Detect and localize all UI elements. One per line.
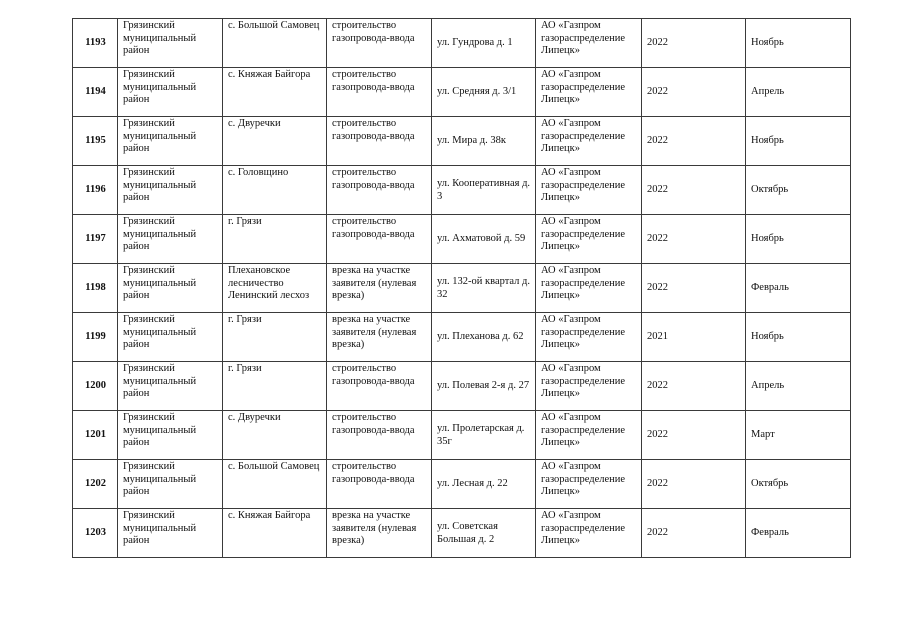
table-row bbox=[73, 68, 851, 117]
cell-month: Февраль bbox=[746, 509, 851, 558]
cell-address: ул. Кооперативная д. 3 bbox=[432, 166, 536, 215]
cell-locality: с. Княжая Байгора bbox=[223, 509, 327, 558]
cell-locality: с. Большой Самовец bbox=[223, 460, 327, 509]
cell-organization: АО «Газпром газораспределение Липецк» bbox=[536, 264, 642, 313]
cell-work-type: врезка на участке заявителя (нулевая врезка) bbox=[327, 313, 432, 362]
cell-number: 1201 bbox=[73, 411, 118, 460]
cell-month: Октябрь bbox=[746, 166, 851, 215]
cell-district: Грязинский муниципальный район bbox=[118, 215, 223, 264]
cell-address: ул. Пролетарская д. 35г bbox=[432, 411, 536, 460]
cell-district: Грязинский муниципальный район bbox=[118, 166, 223, 215]
cell-organization: АО «Газпром газораспределение Липецк» bbox=[536, 313, 642, 362]
cell-locality: с. Княжая Байгора bbox=[223, 68, 327, 117]
cell-address: ул. Средняя д. 3/1 bbox=[432, 68, 536, 117]
cell-year: 2022 bbox=[642, 411, 746, 460]
cell-month: Октябрь bbox=[746, 460, 851, 509]
cell-number: 1202 bbox=[73, 460, 118, 509]
cell-year: 2022 bbox=[642, 362, 746, 411]
cell-district: Грязинский муниципальный район bbox=[118, 460, 223, 509]
cell-organization: АО «Газпром газораспределение Липецк» bbox=[536, 460, 642, 509]
cell-number: 1195 bbox=[73, 117, 118, 166]
cell-work-type: строительство газопровода-ввода bbox=[327, 215, 432, 264]
table-row bbox=[73, 411, 851, 460]
cell-year: 2022 bbox=[642, 166, 746, 215]
cell-year: 2022 bbox=[642, 215, 746, 264]
cell-organization: АО «Газпром газораспределение Липецк» bbox=[536, 215, 642, 264]
cell-locality: с. Двуречки bbox=[223, 117, 327, 166]
cell-work-type: строительство газопровода-ввода bbox=[327, 166, 432, 215]
cell-district: Грязинский муниципальный район bbox=[118, 509, 223, 558]
cell-year: 2022 bbox=[642, 19, 746, 68]
cell-organization: АО «Газпром газораспределение Липецк» bbox=[536, 117, 642, 166]
cell-year: 2021 bbox=[642, 313, 746, 362]
cell-work-type: строительство газопровода-ввода bbox=[327, 460, 432, 509]
cell-address: ул. Плеханова д. 62 bbox=[432, 313, 536, 362]
table-row bbox=[73, 264, 851, 313]
cell-number: 1194 bbox=[73, 68, 118, 117]
cell-district: Грязинский муниципальный район bbox=[118, 68, 223, 117]
cell-address: ул. Мира д. 38к bbox=[432, 117, 536, 166]
cell-locality: Плехановское лесничество Ленинский лесхоз bbox=[223, 264, 327, 313]
cell-organization: АО «Газпром газораспределение Липецк» bbox=[536, 166, 642, 215]
cell-district: Грязинский муниципальный район bbox=[118, 264, 223, 313]
cell-district: Грязинский муниципальный район bbox=[118, 19, 223, 68]
cell-locality: г. Грязи bbox=[223, 313, 327, 362]
cell-year: 2022 bbox=[642, 264, 746, 313]
table-row bbox=[73, 117, 851, 166]
cell-number: 1199 bbox=[73, 313, 118, 362]
cell-address: ул. Советская Большая д. 2 bbox=[432, 509, 536, 558]
cell-number: 1197 bbox=[73, 215, 118, 264]
cell-number: 1196 bbox=[73, 166, 118, 215]
cell-district: Грязинский муниципальный район bbox=[118, 117, 223, 166]
cell-locality: с. Головщино bbox=[223, 166, 327, 215]
cell-month: Март bbox=[746, 411, 851, 460]
table-row bbox=[73, 460, 851, 509]
cell-work-type: строительство газопровода-ввода bbox=[327, 68, 432, 117]
table-row bbox=[73, 362, 851, 411]
cell-work-type: строительство газопровода-ввода bbox=[327, 411, 432, 460]
cell-year: 2022 bbox=[642, 509, 746, 558]
cell-work-type: врезка на участке заявителя (нулевая врезка) bbox=[327, 509, 432, 558]
cell-address: ул. Ахматовой д. 59 bbox=[432, 215, 536, 264]
cell-month: Апрель bbox=[746, 362, 851, 411]
cell-address: ул. Гундрова д. 1 bbox=[432, 19, 536, 68]
cell-locality: г. Грязи bbox=[223, 215, 327, 264]
table-row bbox=[73, 166, 851, 215]
cell-address: ул. Лесная д. 22 bbox=[432, 460, 536, 509]
cell-number: 1200 bbox=[73, 362, 118, 411]
table-row bbox=[73, 19, 851, 68]
cell-number: 1198 bbox=[73, 264, 118, 313]
cell-organization: АО «Газпром газораспределение Липецк» bbox=[536, 362, 642, 411]
cell-work-type: врезка на участке заявителя (нулевая врезка) bbox=[327, 264, 432, 313]
table-body bbox=[73, 19, 851, 558]
cell-locality: с. Двуречки bbox=[223, 411, 327, 460]
cell-address: ул. Полевая 2-я д. 27 bbox=[432, 362, 536, 411]
cell-district: Грязинский муниципальный район bbox=[118, 411, 223, 460]
cell-work-type: строительство газопровода-ввода bbox=[327, 117, 432, 166]
cell-organization: АО «Газпром газораспределение Липецк» bbox=[536, 411, 642, 460]
cell-year: 2022 bbox=[642, 460, 746, 509]
table-row bbox=[73, 509, 851, 558]
table-row bbox=[73, 313, 851, 362]
cell-number: 1203 bbox=[73, 509, 118, 558]
cell-district: Грязинский муниципальный район bbox=[118, 313, 223, 362]
cell-month: Ноябрь bbox=[746, 215, 851, 264]
cell-month: Ноябрь bbox=[746, 313, 851, 362]
cell-month: Февраль bbox=[746, 264, 851, 313]
cell-organization: АО «Газпром газораспределение Липецк» bbox=[536, 19, 642, 68]
cell-work-type: строительство газопровода-ввода bbox=[327, 362, 432, 411]
cell-organization: АО «Газпром газораспределение Липецк» bbox=[536, 509, 642, 558]
cell-year: 2022 bbox=[642, 68, 746, 117]
cell-address: ул. 132-ой квартал д. 32 bbox=[432, 264, 536, 313]
cell-district: Грязинский муниципальный район bbox=[118, 362, 223, 411]
cell-number: 1193 bbox=[73, 19, 118, 68]
cell-organization: АО «Газпром газораспределение Липецк» bbox=[536, 68, 642, 117]
cell-month: Ноябрь bbox=[746, 19, 851, 68]
gasification-table bbox=[72, 18, 851, 558]
cell-year: 2022 bbox=[642, 117, 746, 166]
cell-month: Ноябрь bbox=[746, 117, 851, 166]
cell-locality: с. Большой Самовец bbox=[223, 19, 327, 68]
table-row bbox=[73, 215, 851, 264]
cell-work-type: строительство газопровода-ввода bbox=[327, 19, 432, 68]
cell-month: Апрель bbox=[746, 68, 851, 117]
cell-locality: г. Грязи bbox=[223, 362, 327, 411]
